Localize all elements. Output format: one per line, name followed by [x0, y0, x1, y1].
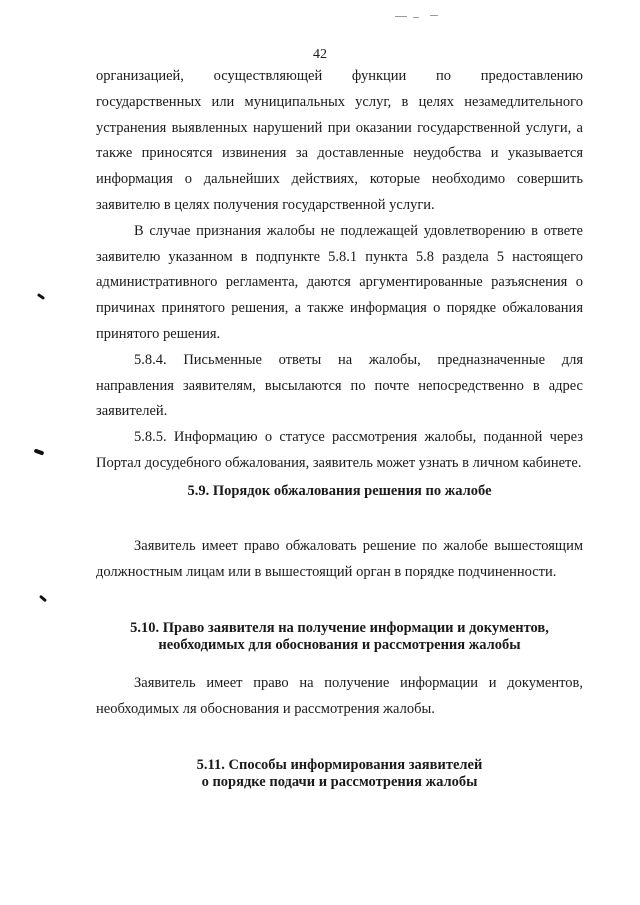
heading-5-10-line-2: необходимых для обоснования и рассмотрения жалобы: [158, 637, 521, 654]
paragraph-5-10: Заявитель имеет право на получение информации и документов, необходимых ля обоснования и рассмотрения жалобы.: [96, 675, 583, 718]
scan-speck: [413, 17, 419, 18]
paragraph-5-9: Заявитель имеет право обжаловать решение по жалобе вышестоящим должностным лицам или в вышестоящий орган в порядке подчиненности.: [96, 537, 583, 580]
paragraph-continuation: организацией, осуществляющей функции по предоставлению государственных или муниципальных услуг, в целях незамедлительного устранения выявленных нарушений при оказании государственной услуги, а также приносятся извинения за доставленные неудобства и указывается информация о дальнейших действиях, которые необходимо совершить заявителю в целях получения государственной услуги.: [96, 68, 583, 213]
heading-5-9: 5.9. Порядок обжалования решения по жалобе: [187, 482, 492, 499]
paragraph-5-8-4: 5.8.4. Письменные ответы на жалобы, предназначенные для направления заявителям, высылаются по почте непосредственно в адрес заявителей.: [96, 351, 583, 420]
scan-speck: [430, 15, 438, 16]
paragraph-complaint-rejected: В случае признания жалобы не подлежащей удовлетворению в ответе заявителю указанном в подпункте 5.8.1 пункта 5.8 раздела 5 настоящего административного регламента, даются аргументированные разъяснения о причинах принятого решения, а также информация о порядке обжалования принятого решения.: [96, 222, 583, 342]
scan-mark: [39, 595, 47, 602]
heading-5-11: [96, 757, 583, 791]
scan-mark: [34, 448, 45, 455]
page-number: 42: [313, 47, 327, 62]
heading-5-10: [96, 620, 583, 654]
heading-5-11-line-1: 5.11. Способы информирования заявителей: [196, 756, 483, 773]
heading-5-11-line-2: о порядке подачи и рассмотрения жалобы: [201, 773, 478, 790]
scan-mark: [37, 293, 45, 300]
scan-speck: [395, 16, 407, 17]
heading-5-10-line-1: 5.10. Право заявителя на получение информации и документов,: [130, 620, 549, 637]
paragraph-5-8-5: 5.8.5. Информацию о статусе рассмотрения жалобы, поданной через Портал досудебного обжалования, заявитель может узнать в личном кабинете.: [96, 429, 583, 471]
document-body: [96, 64, 583, 791]
